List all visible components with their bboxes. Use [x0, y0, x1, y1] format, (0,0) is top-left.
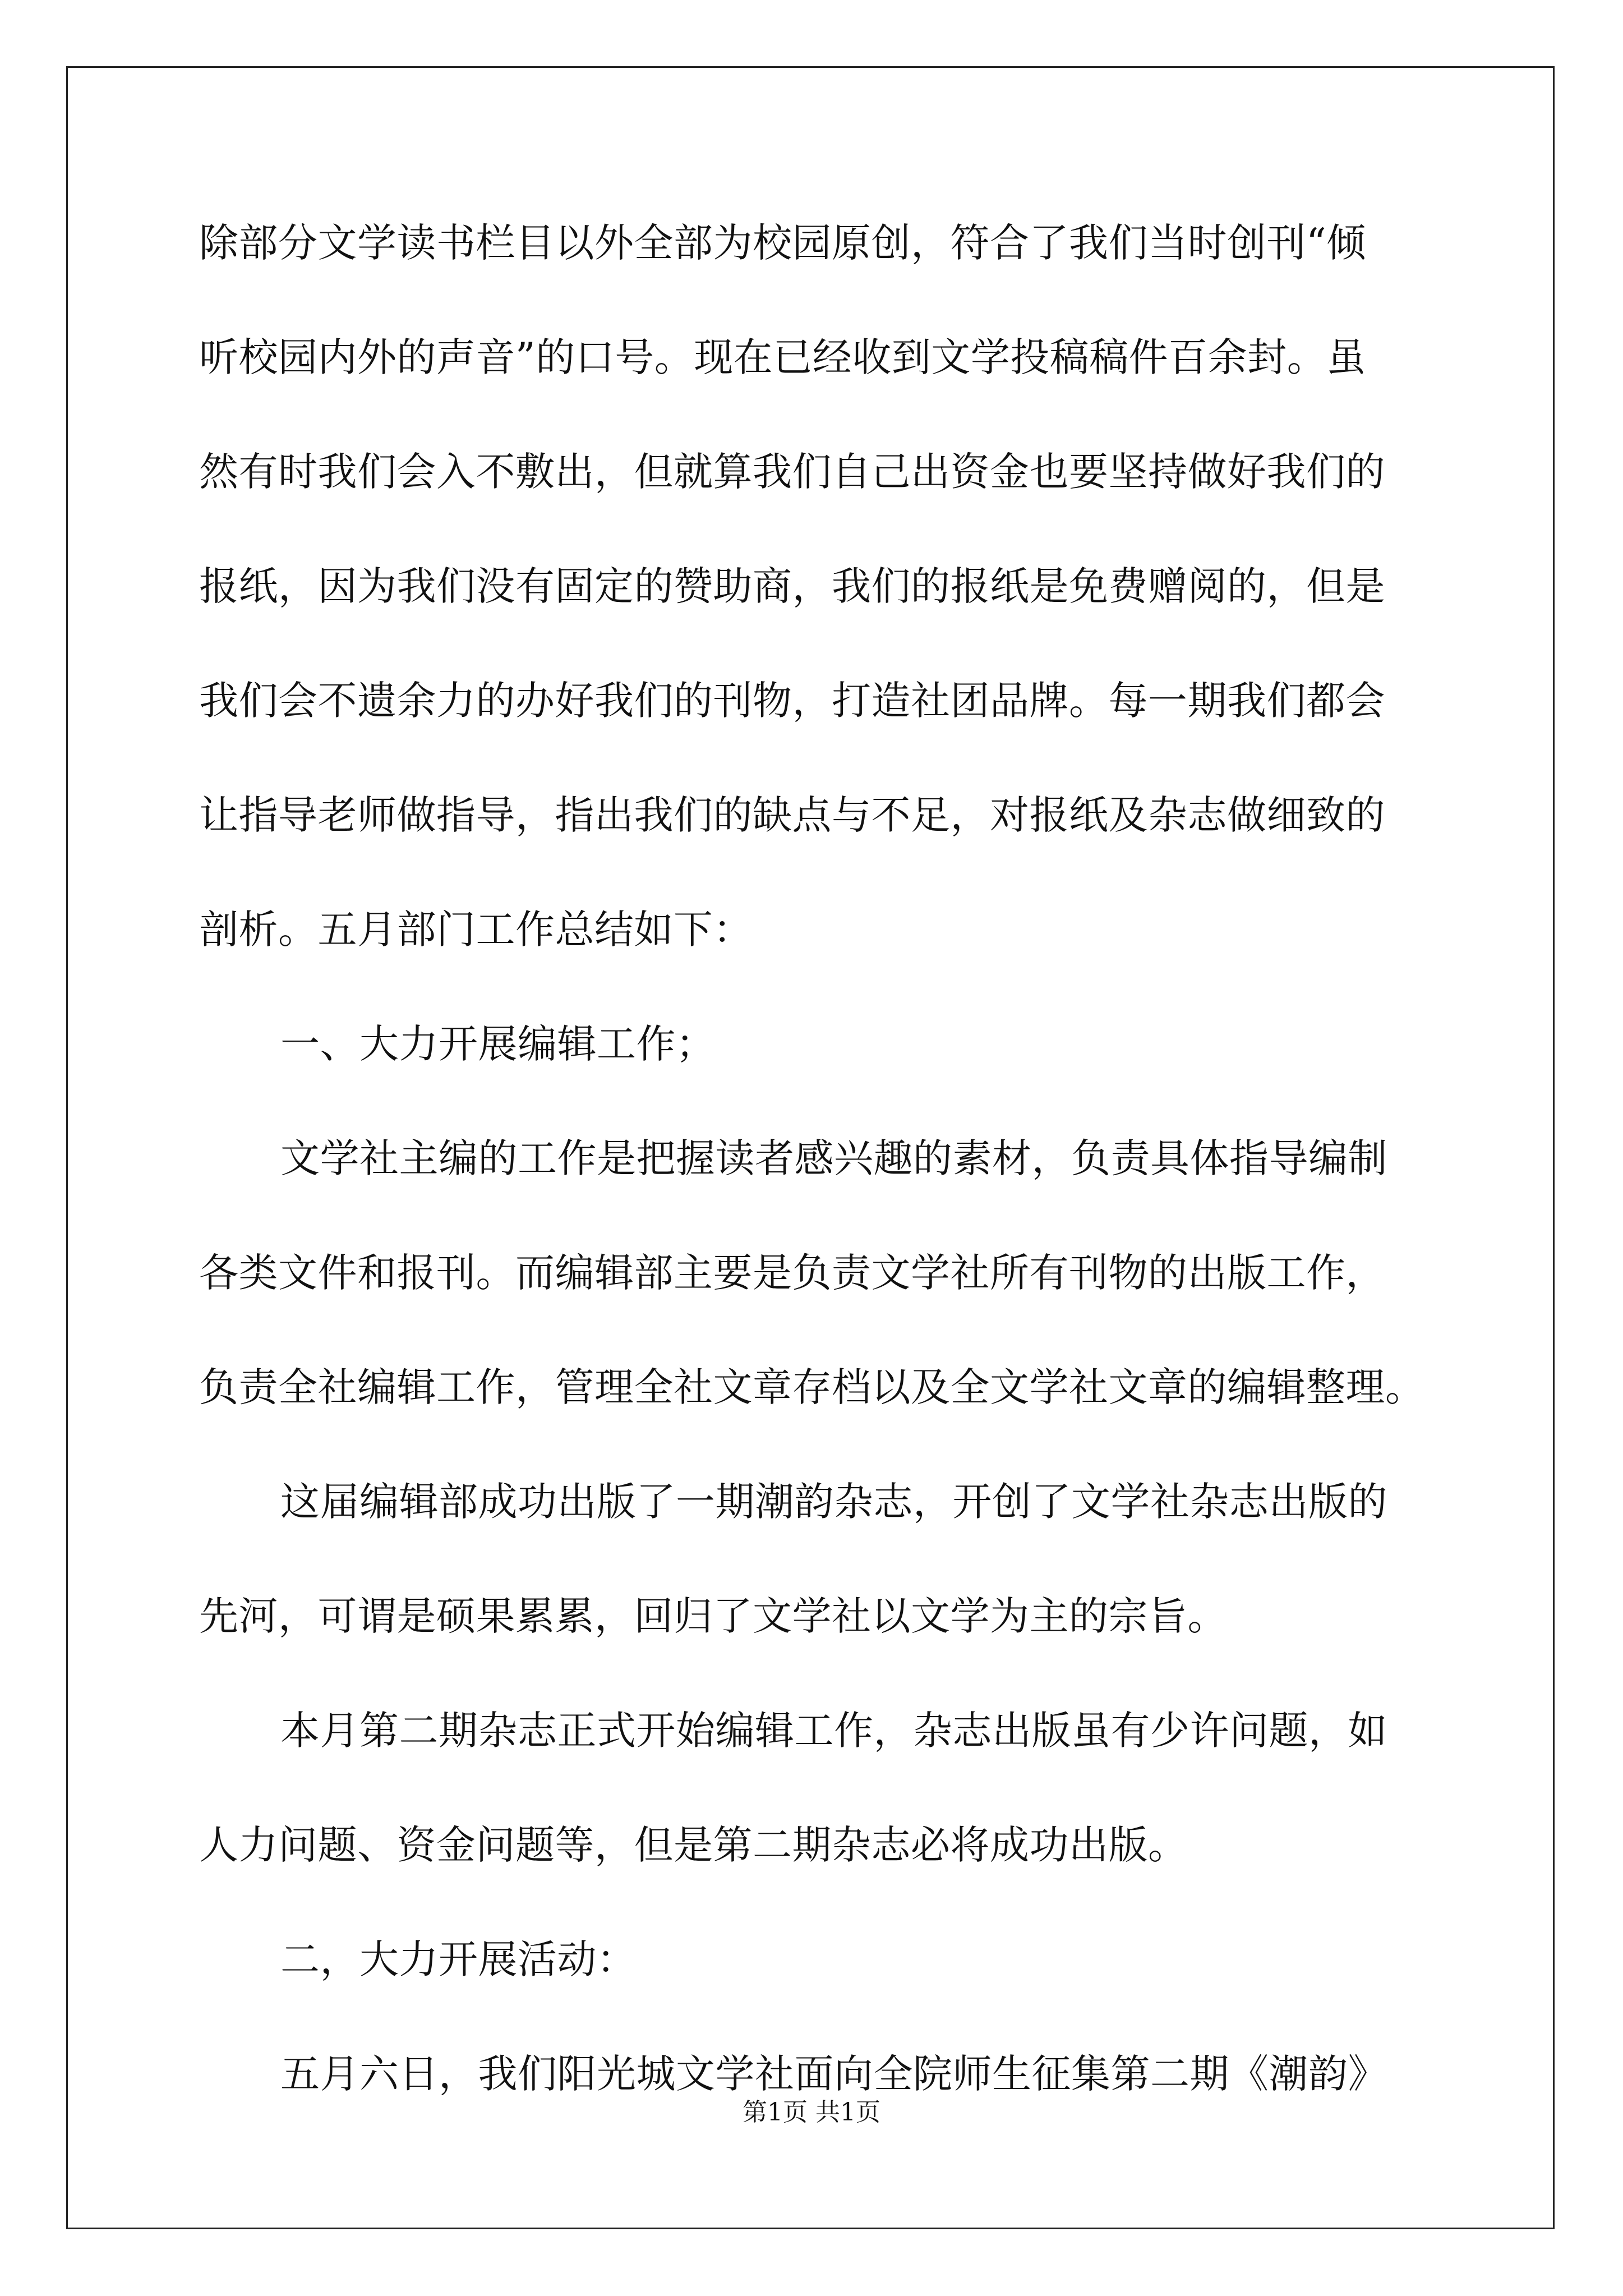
paragraph-line: 报纸，因为我们没有固定的赞助商，我们的报纸是免费赠阅的，但是 — [199, 563, 1385, 609]
paragraph-line: 人力问题、资金问题等，但是第二期杂志必将成功出版。 — [199, 1822, 1188, 1868]
paragraph-line: 剖析。五月部门工作总结如下： — [199, 907, 753, 953]
paragraph-line: 先河，可谓是硕果累累，回归了文学社以文学为主的宗旨。 — [199, 1593, 1227, 1639]
paragraph-line: 然有时我们会入不敷出，但就算我们自己出资金也要坚持做好我们的 — [199, 449, 1385, 495]
paragraph-line: 除部分文学读书栏目以外全部为校园原创，符合了我们当时创刊“倾 — [199, 220, 1366, 266]
paragraph-line: 我们会不遗余力的办好我们的刊物，打造社团品牌。每一期我们都会 — [199, 678, 1385, 724]
paragraph-line: 文学社主编的工作是把握读者感兴趣的素材，负责具体指导编制 — [280, 1135, 1387, 1181]
paragraph-line: 负责全社编辑工作，管理全社文章存档以及全文学社文章的编辑整理。 — [199, 1364, 1425, 1410]
section-heading: 二，大力开展活动： — [280, 1936, 637, 1982]
paragraph-line: 让指导老师做指导，指出我们的缺点与不足，对报纸及杂志做细致的 — [199, 792, 1385, 838]
paragraph-line: 五月六日，我们阳光城文学社面向全院师生征集第二期《潮韵》 — [280, 2051, 1387, 2097]
paragraph-line: 这届编辑部成功出版了一期潮韵杂志，开创了文学社杂志出版的 — [280, 1479, 1387, 1525]
paragraph-line: 听校园内外的声音”的口号。现在已经收到文学投稿稿件百余封。虽 — [199, 334, 1366, 380]
paragraph-line: 各类文件和报刊。而编辑部主要是负责文学社所有刊物的出版工作， — [199, 1250, 1385, 1296]
section-heading: 一、大力开展编辑工作； — [280, 1021, 716, 1067]
paragraph-line: 本月第二期杂志正式开始编辑工作，杂志出版虽有少许问题，如 — [280, 1708, 1387, 1754]
page-number-footer: 第1页 共1页 — [743, 2098, 880, 2127]
